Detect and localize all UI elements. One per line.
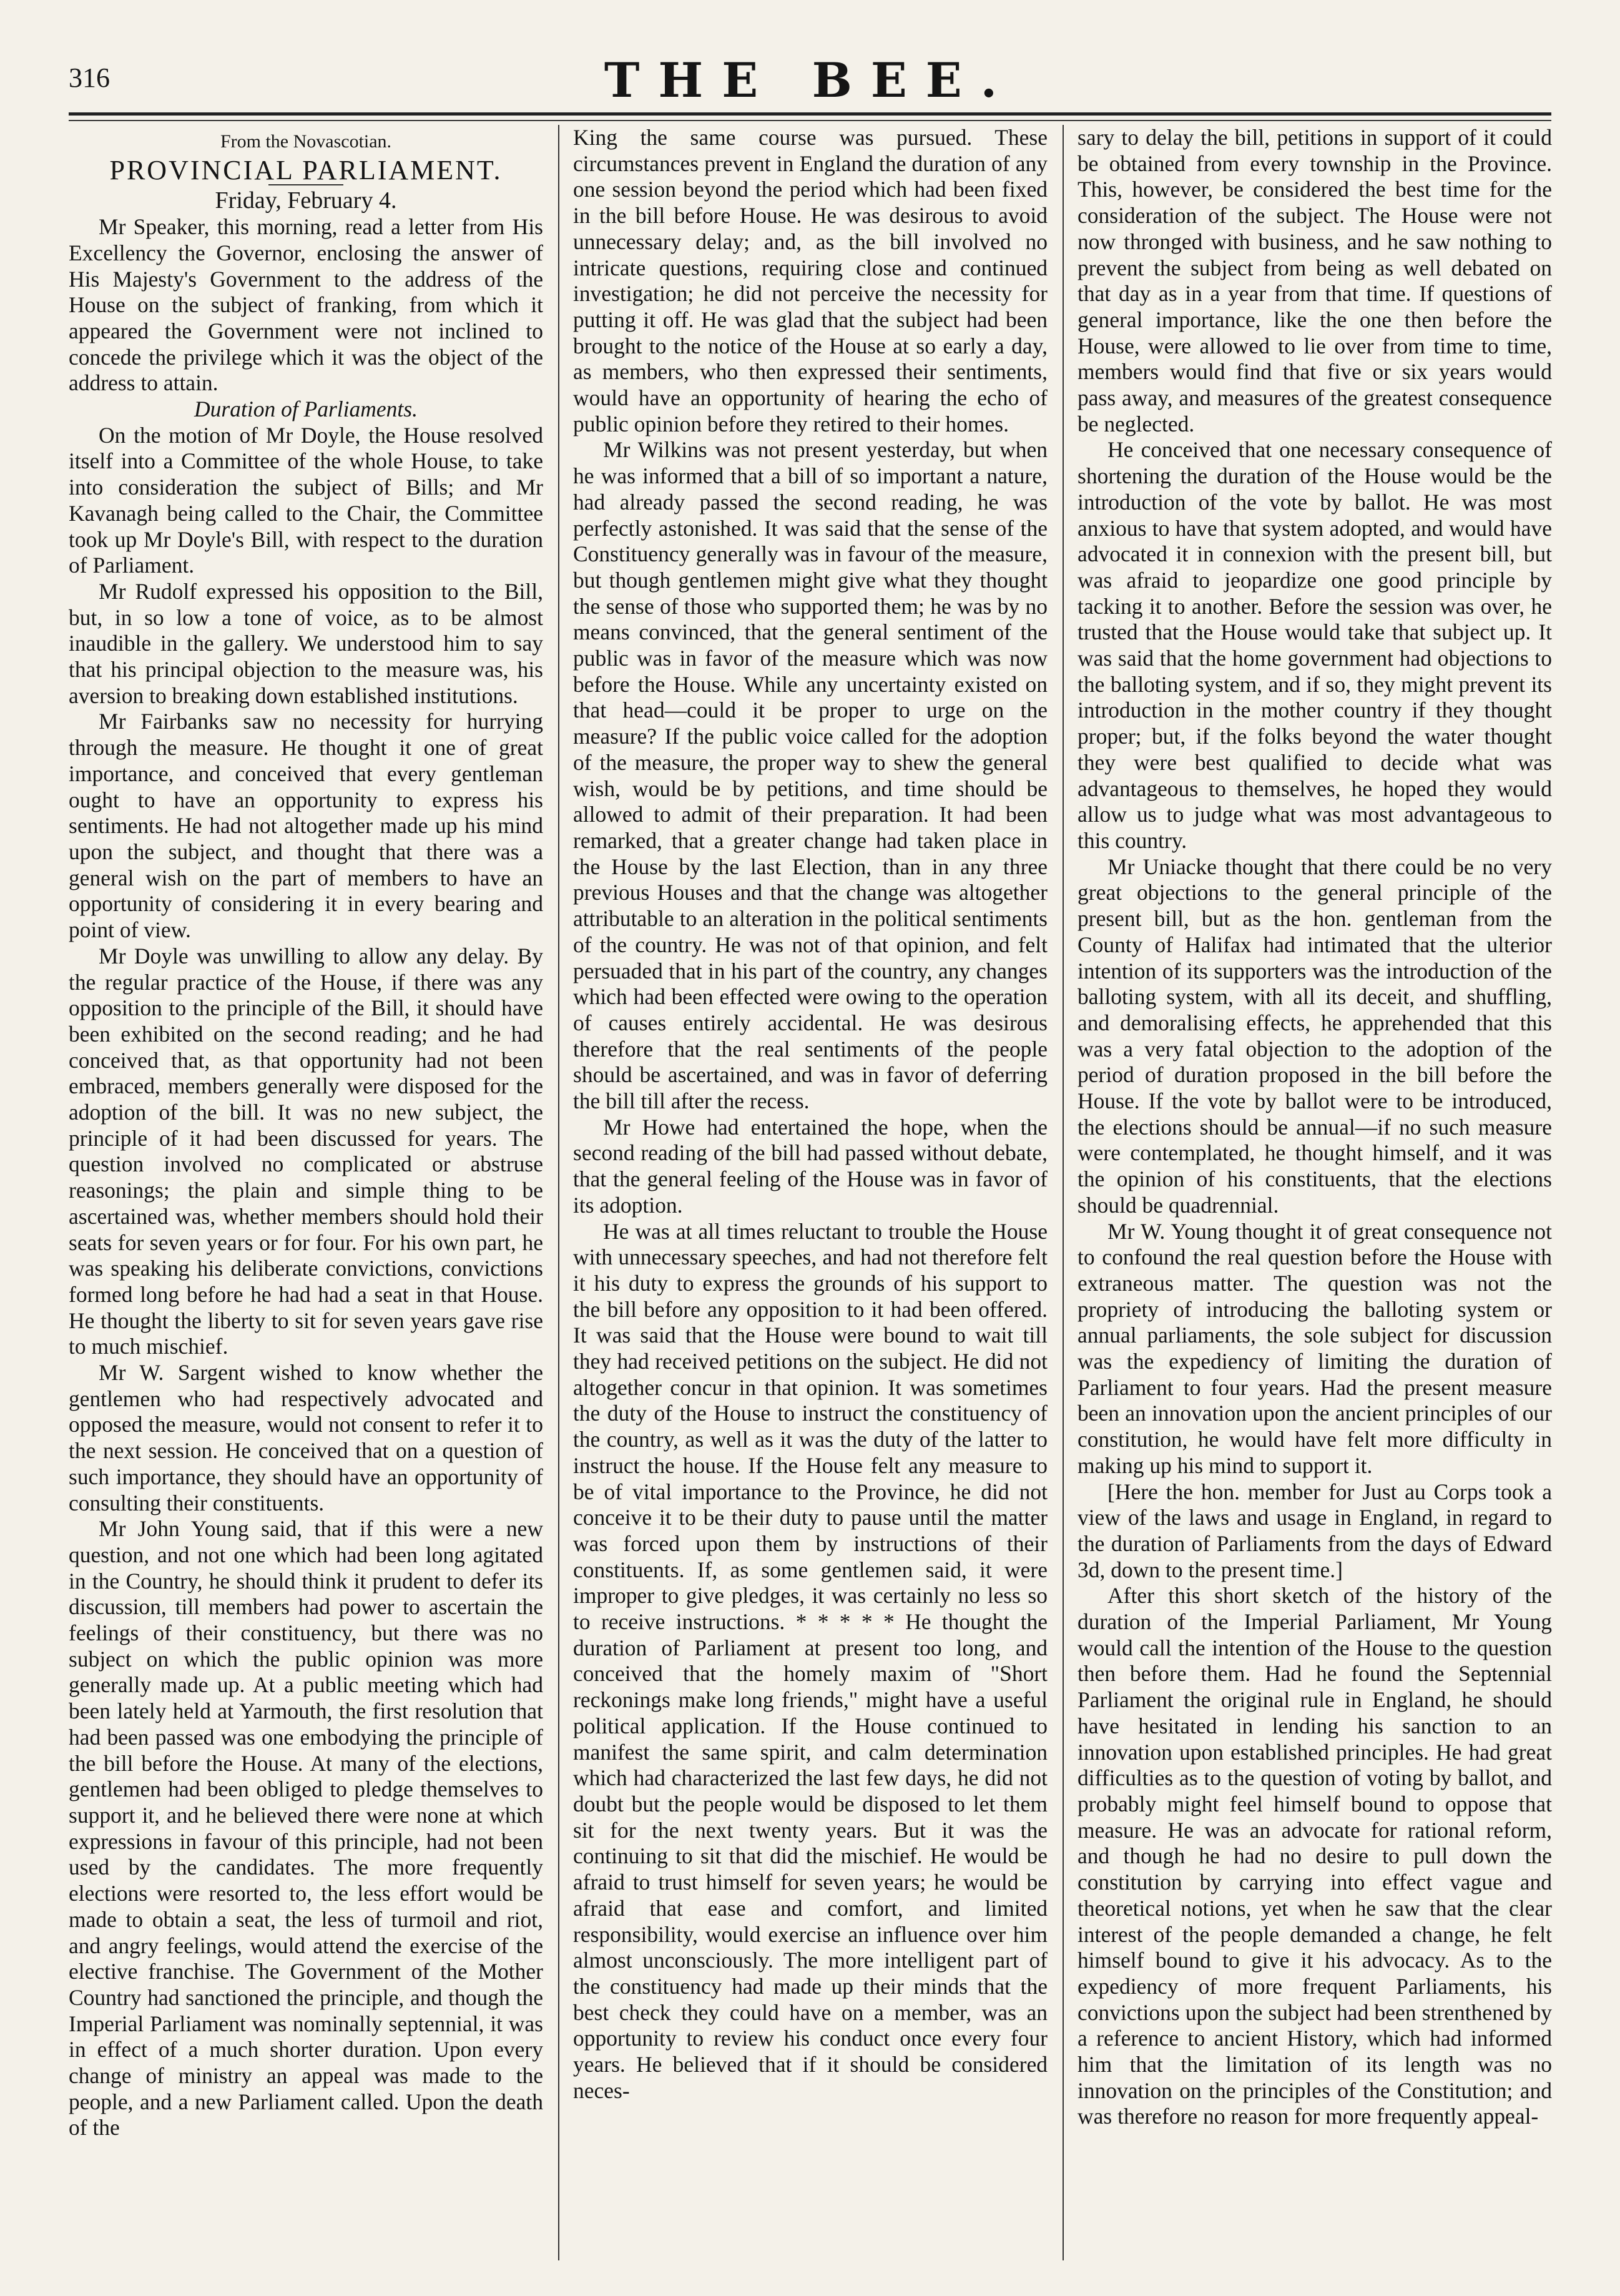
page-header bbox=[69, 52, 1551, 109]
paragraph: Mr Fairbanks saw no necessity for hurrying through the measure. He thought it one of great importance, and conceived that every gentleman ought to have an opportunity to express his sentiments. He had not altogether made up his mind upon the subject, and thought that there was a general wish on the part of members to have an opportunity of considering it in every bearing and point of view. bbox=[69, 709, 543, 943]
paragraph: After this short sketch of the history of the duration of the Imperial Parliament, Mr Young would call the intention of the House to the question then before them. Had he found the Septennial Parliament the original rule in England, he should have hesitated in lending his sanction to an innovation upon established principles. He had great difficulties as to the question of voting by ballot, and probably might feel himself bound to oppose that measure. He was an advocate for rational reform, and though he had no desire to pull down the constitution by carrying into effect vague and theoretical notions, yet when he saw that the clear interest of the people demanded a change, he felt himself bound to give it his advocacy. As to the expediency of more frequent Parliaments, his convictions upon the subject had been strenthened by a reference to ancient History, which had informed him that the limitation of its length was no innovation on the principles of the Constitution; and was therefore no reason for more frequently appeal- bbox=[1078, 1583, 1552, 2129]
paragraph: sary to delay the bill, petitions in support of it could be obtained from every township in the Province. This, however, be considered the best time for the consideration of the subject. The House were not now thronged with business, and he saw nothing to prevent the subject from being as well debated on that day as in a year from that time. If questions of general importance, like the one then before the House, were allowed to lie over from time to time, members would find that five or six years would pass away, and measures of the greatest consequence be neglected. bbox=[1078, 125, 1552, 436]
paragraph: Mr Uniacke thought that there could be no very great objections to the general principle of the present bill, but as the hon. gentleman from the County of Halifax had intimated that the ulterior intention of its supporters was the introduction of the balloting system, with all its deceit, and shuffling, and demoralising effects, he apprehended that this was a very fatal objection to the adoption of the period of duration proposed in the bill before the House. If the vote by ballot were to be introduced, the elections should be annual—if no such measure were contemplated, he thought himself, and it was the opinion of his constituents, that the elections should be quadrennial. bbox=[1078, 854, 1552, 1218]
paragraph: On the motion of Mr Doyle, the House resolved itself into a Committee of the whole House, to take into consideration the subject of Bills; and Mr Kavanagh being called to the Chair, the Committee took up Mr Doyle's Bill, with respect to the duration of Parliament. bbox=[69, 422, 543, 578]
column-rule bbox=[1063, 125, 1064, 2260]
paragraph: Mr W. Young thought it of great consequence not to confound the real question before the House with extraneous matter. The question was not the propriety of introducing the balloting system or annual parliaments, the sole subject for discussion was the expediency of limiting the duration of Parliament to four years. Had the present measure been an innovation upon the ancient principles of our constitution, he would have felt more difficulty in making up his mind to support it. bbox=[1078, 1218, 1552, 1478]
paragraph: He was at all times reluctant to trouble the House with unnecessary speeches, and had not therefore felt it his duty to express the grounds of his support to the bill before any opposition to it had been offered. It was said that the House were bound to wait till they had received petitions on the subject. He did not altogether concur in that opinion. It was sometimes the duty of the House to instruct the constituency of the country, as well as it was the duty of the latter to instruct the house. If the House felt any measure to be of vital importance to the Province, he did not conceive it to be their duty to pause until the matter was forced upon them by instructions of their constituents. If, as some gentlemen said, it were improper to give pledges, it was certainly no less so to receive instructions. * * * * * He thought the duration of Parliament at present too long, and conceived that the homely maxim of "Short reckonings make long friends," might have a useful political application. If the House continued to manifest the same spirit, and calm determination which had characterized the last few days, he did not doubt but the people would be disposed to let them sit for the next twenty years. But it was the continuing to sit that did the mischief. He would be afraid to trust himself for seven years; he would be afraid that ease and comfort, and limited responsibility, would exercise an influence over him almost unconsciously. The more intelligent part of the constituency had made up their minds that the best check they could have on a member, was an opportunity to review his conduct once every four years. He believed that if it should be considered neces- bbox=[573, 1218, 1048, 2103]
paragraph: [Here the hon. member for Just au Corps took a view of the laws and usage in England, in regard to the duration of Parliaments from the days of Edward 3d, down to the present time.] bbox=[1078, 1479, 1552, 1582]
article-subhead: Duration of Parliaments. bbox=[194, 397, 418, 422]
article-dateline: Friday, February 4. bbox=[215, 187, 397, 214]
header-rule bbox=[69, 112, 1551, 116]
column-3 bbox=[1078, 125, 1552, 2260]
column-1 bbox=[69, 125, 543, 2260]
paragraph: Mr W. Sargent wished to know whether the gentlemen who had respectively advocated and opposed the measure, would not consent to refer it to the next session. He conceived that on a question of such importance, they should have an opportunity of consulting their constituents. bbox=[69, 1360, 543, 1515]
article-source: From the Novascotian. bbox=[220, 131, 392, 152]
paragraph: Mr Doyle was unwilling to allow any delay. By the regular practice of the House, if there was any opposition to the principle of the Bill, it should have been exhibited on the second reading; and he had conceived that, as that opportunity had not been embraced, members generally were disposed for the adoption of the bill. It was no new subject, the principle of it had been discussed for years. The question involved no complicated or abstruse reasonings; the plain and simple thing to be ascertained was, whether members should hold their seats for seven years or for four. For his own part, he was speaking his deliberate convictions, convictions formed long before he had had a seat in that House. He thought the liberty to sit for seven years gave rise to much mischief. bbox=[69, 943, 543, 1359]
paragraph: Mr Howe had entertained the hope, when the second reading of the bill had passed without debate, that the general feeling of the House was in favor of its adoption. bbox=[573, 1114, 1048, 1218]
article-columns bbox=[69, 125, 1551, 2260]
paragraph: Mr Speaker, this morning, read a letter from His Excellency the Governor, enclosing the answer of His Majesty's Government to the address of the House on the subject of franking, from which it appeared the Government were not inclined to concede the privilege which it was the object of the address to attain. bbox=[69, 214, 543, 396]
paragraph: Mr Rudolf expressed his opposition to the Bill, but, in so low a tone of voice, as to be almost inaudible in the gallery. We understood him to say that his principal objection to the measure was, his aversion to breaking down established institutions. bbox=[69, 578, 543, 708]
column-2 bbox=[573, 125, 1048, 2260]
paragraph: King the same course was pursued. These circumstances prevent in England the duration of any one session beyond the period which had been fixed in the bill before House. He was desirous to avoid unnecessary delay; and, as the bill involved no intricate questions, requiring close and continued investigation; he did not perceive the necessity for putting it off. He was glad that the subject had been brought to the notice of the House at so early a day, as members, who then expressed their sentiments, would have an opportunity of hearing the echo of public opinion before they retired to their homes. bbox=[573, 125, 1048, 436]
paragraph: He conceived that one necessary consequence of shortening the duration of the House would be the introduction of the vote by ballot. He was most anxious to have that system adopted, and would have advocated it in connexion with the present bill, but was afraid to jeopardize one good principle by tacking it to another. Before the session was over, he trusted that the House would take that subject up. It was said that the home government had objections to the balloting system, and if so, they might prevent its introduction in the mother country if they thought proper; but, if the folks beyond the water thought they were best qualified to decide what was advantageous to themselves, he hoped they would allow us to judge what was most advantageous to this country. bbox=[1078, 437, 1552, 853]
paragraph: Mr John Young said, that if this were a new question, and not one which had been long agitated in the Country, he should think it prudent to defer its discussion, till members had power to ascertain the feelings of their constituency, but there was no subject on which the public opinion was more generally made up. At a public meeting which had been lately held at Yarmouth, the first resolution that had been passed was one embodying the principle of the bill before the House. At many of the elections, gentlemen had been obliged to pledge themselves to support it, and he believed there were none at which expressions in favour of this principle, had not been used by the candidates. The more frequently elections were resorted to, the less effort would be made to obtain a seat, the less of turmoil and riot, and angry feelings, would attend the exercise of the elective franchise. The Government of the Mother Country had sanctioned the principle, and though the Imperial Parliament was nominally septennial, it was in effect of a much shorter duration. Upon every change of ministry an appeal was made to the people, and a new Parliament called. Upon the death of the bbox=[69, 1516, 543, 2141]
article-title: PROVINCIAL PARLIAMENT. bbox=[109, 154, 503, 185]
header-rule-thin bbox=[69, 120, 1551, 121]
paragraph: Mr Wilkins was not present yesterday, but when he was informed that a bill of so important a nature, had already passed the second reading, he was perfectly astonished. It was said that the sense of the Constituency generally was in favour of the measure, but though gentlemen might give what they thought the sense of those who supported them; he was by no means convinced, that the general sentiment of the public was in favor of the measure which was now before the House. While any uncertainty existed on that head—could it be proper to urge on the measure? If the public voice called for the adoption of the measure, the proper way to shew the general wish, would be by petitions, and time should be allowed to admit of their preparation. It had been remarked, that a greater change had taken place in the House by the last Election, than in any three previous Houses and that the change was altogether attributable to an alteration in the political sentiments of the country. He was not of that opinion, and felt persuaded that in his part of the country, any changes which had been effected were owing to the operation of causes entirely accidental. He was desirous therefore that the real sentiments of the people should be ascertained, and was in favor of deferring the bill till after the recess. bbox=[573, 437, 1048, 1114]
column-rule bbox=[558, 125, 559, 2260]
masthead: THE BEE. bbox=[604, 52, 1016, 108]
page-number: 316 bbox=[69, 62, 110, 93]
